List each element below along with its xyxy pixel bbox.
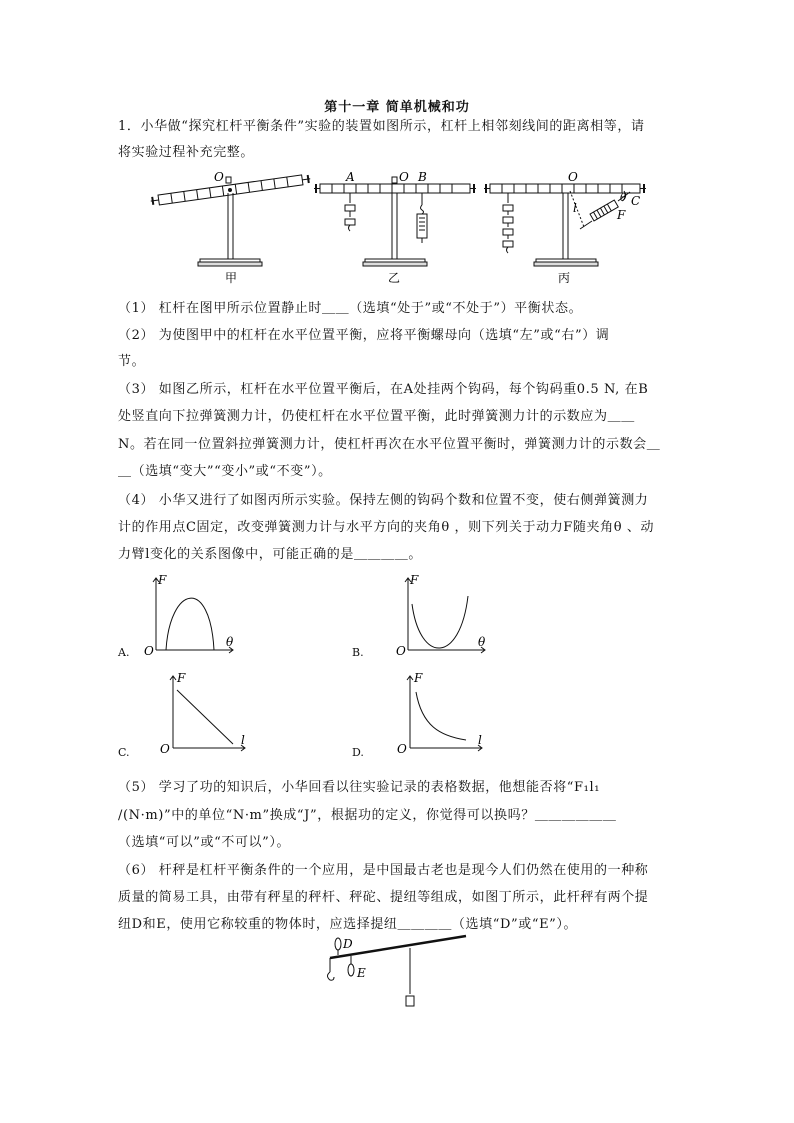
label-O-bing: O: [568, 170, 578, 184]
axis-theta-A: θ: [226, 635, 234, 649]
axis-theta-B: θ: [478, 635, 486, 649]
sub-question-3-line-3: N。若在同一位置斜拉弹簧测力计，使杠杆再次在水平位置平衡时，弹簧测力计的示数会＿: [118, 437, 661, 452]
label-l-bing: l: [573, 201, 577, 215]
figure-yi: [314, 177, 476, 266]
question-intro-line-1: 1．小华做“探究杠杆平衡条件”实验的装置如图所示，杠杆上相邻刻线间的距离相等，请: [118, 119, 645, 134]
label-A: A: [346, 170, 355, 184]
axis-F-A: F: [158, 573, 167, 587]
sub-question-3-line-4: ＿（选填“变大”“变小”或“不变”）。: [118, 464, 332, 479]
sub-question-2-line-1: （2） 为使图甲中的杠杆在水平位置平衡，应将平衡螺母向（选填“左”或“右”）调: [118, 328, 610, 343]
label-O-jia: O: [214, 170, 224, 184]
label-D: D: [343, 937, 353, 951]
option-B-label: B.: [352, 646, 364, 659]
origin-D: O: [397, 742, 407, 756]
sub-question-4-line-2: 计的作用点C固定，改变弹簧测力计与水平方向的夹角θ ，则下列关于动力F随夹角θ 、动: [118, 520, 655, 535]
axis-l-C: l: [241, 733, 245, 747]
label-theta-bing: θ: [620, 193, 627, 204]
option-D-label: D.: [352, 746, 364, 759]
label-bing: 丙: [558, 271, 571, 285]
sub-question-6-line-2: 质量的简易工具，由带有秤星的秤杆、秤砣、提纽等组成，如图丁所示，此杆秤有两个提: [118, 890, 649, 905]
option-C-graph: [155, 664, 265, 759]
label-C: C: [631, 194, 641, 208]
label-jia: 甲: [225, 271, 238, 285]
option-D-graph: [392, 664, 502, 759]
label-O-yi: O: [399, 170, 409, 184]
origin-B: O: [396, 644, 406, 658]
label-F-bing: F: [617, 208, 626, 222]
steelyard-figure-ding: [318, 930, 478, 1015]
axis-F-D: F: [414, 671, 423, 685]
sub-question-4-line-1: （4） 小华又进行了如图丙所示实验。保持左侧的钩码个数和位置不变，使右侧弹簧测力: [118, 493, 649, 508]
origin-A: O: [144, 644, 154, 658]
question-intro-line-2: 将实验过程补充完整。: [118, 145, 255, 160]
sub-question-5-line-3: （选填“可以”或“不可以”）。: [118, 835, 291, 850]
sub-question-3-line-2: 处竖直向下拉弹簧测力计，仍使杠杆在水平位置平衡，此时弹簧测力计的示数应为＿＿: [118, 409, 635, 424]
sub-question-6-line-1: （6） 杆秤是杠杆平衡条件的一个应用，是中国最古老也是现今人们仍然在使用的一种称: [118, 863, 649, 878]
label-yi: 乙: [388, 271, 401, 285]
sub-question-5-line-1: （5） 学习了功的知识后，小华回看以往实验记录的表格数据，他想能否将“F₁l₁: [118, 780, 601, 795]
label-E: E: [357, 966, 366, 980]
sub-question-4-line-3: 力臂l变化的关系图像中，可能正确的是＿＿＿＿。: [118, 547, 422, 562]
page-title: 第十一章 简单机械和功: [324, 100, 470, 115]
sub-question-6-line-3: 纽D和E，使用它称较重的物体时，应选择提纽＿＿＿＿（选填“D”或“E”）。: [118, 917, 578, 932]
sub-question-2-line-2: 节。: [118, 354, 146, 369]
label-B: B: [418, 170, 427, 184]
sub-question-3-line-1: （3） 如图乙所示，杠杆在水平位置平衡后，在A处挂两个钩码，每个钩码重0.5 N, 在B: [118, 382, 649, 397]
axis-l-D: l: [478, 733, 482, 747]
sub-question-5-line-2: /(N·m)”中的单位“N·m”换成“J”，根据功的定义，你觉得可以换吗？＿＿＿＿＿＿: [118, 808, 617, 823]
figure-jia: [150, 174, 311, 266]
origin-C: O: [160, 742, 170, 756]
option-B-graph: [390, 566, 500, 661]
axis-F-B: F: [410, 573, 419, 587]
sub-question-1: （1） 杠杆在图甲所示位置静止时＿＿（选填“处于”或“不处于”）平衡状态。: [118, 301, 583, 316]
lever-figures-jia-yi-bing: [140, 165, 660, 285]
option-A-graph: [138, 566, 248, 661]
option-C-label: C.: [118, 746, 130, 759]
option-A-label: A.: [118, 646, 130, 659]
axis-F-C: F: [177, 671, 186, 685]
